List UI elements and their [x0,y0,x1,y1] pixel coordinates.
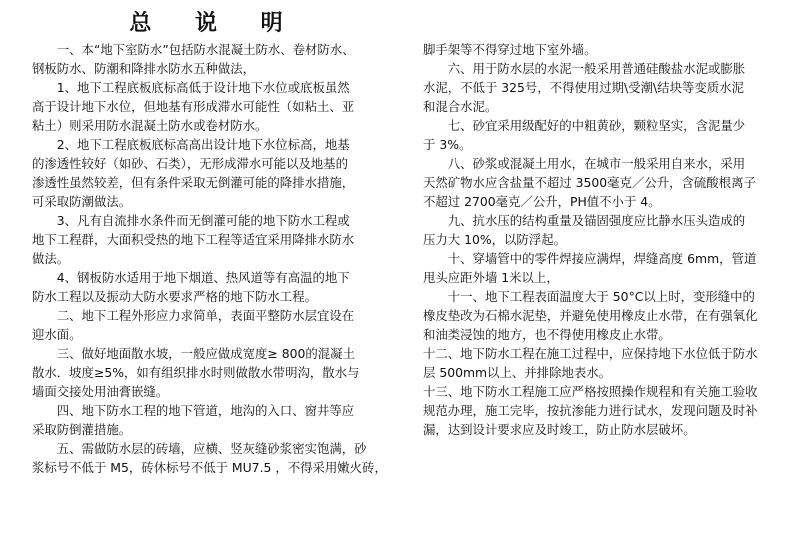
text-line: 三、做好地面散水坡，一般应做成宽度≥ 800的混凝土 [32,346,355,361]
text-line: 墙面交接处用油膏嵌缝。 [32,384,169,399]
text-line: 九、抗水压的结构重量及锚固强度应比静水压头造成的 [423,213,746,228]
text-line: 散水．坡度≥5%，如有组织排水时则做散水带明沟，散水与 [32,365,360,380]
text-line: 层 500mm以上、并排除地表水。 [423,365,612,380]
text-line: 迎水面。 [32,327,82,342]
text-line: 七、砂宜采用级配好的中粗黄砂，颗粒坚实，含泥量少 [423,118,746,133]
text-line: 粘土）则采用防水混凝土防水或卷材防水。 [32,118,268,133]
text-line: 橡皮垫改为石棉水泥垫，并避免使用橡皮止水带，在有强氧化 [423,308,758,323]
text-line: 不超过 2700毫克／公升，PH值不小于 4。 [423,194,661,209]
text-line: 和混合水泥。 [423,99,498,114]
right-text-column [423,40,780,439]
text-line: 1、地下工程底板底标高低于设计地下水位或底板虽然 [32,80,350,95]
text-line: 一、本“地下室防水”包括防水混凝土防水、卷材防水、 [32,42,355,57]
text-line: 天然矿物水应含盐量不超过 3500毫克／公升，含硫酸根离子 [423,175,756,190]
text-line: 钢板防水、防潮和降排水防水五种做法， [32,61,256,76]
text-line: 脚手架等不得穿过地下室外墙。 [423,42,597,57]
text-line: 规范办理，施工完毕，按抗渗能力进行试水，发现问题及时补 [423,403,758,418]
text-line: 防水工程以及振动大防水要求严格的地下防水工程。 [32,289,317,304]
text-line: 二、地下工程外形应力求简单，表面平整防水层宜设在 [32,308,355,323]
text-line: 和油类浸蚀的地方，也不得使用橡皮止水带。 [423,327,671,342]
text-line: 地下工程群，大面积受热的地下工程等适宜采用降排水防水 [32,232,355,247]
text-line: 做法。 [32,251,70,266]
text-line: 高于设计地下水位，但地基有形成滞水可能性（如粘土、亚 [32,99,355,114]
text-line: 2、地下工程底板底标高高出设计地下水位标高，地基 [32,137,350,152]
text-line: 浆标号不低于 M5，砖休标号不低于 MU7.5 ，不得采用嫩火砖， [32,460,387,475]
text-line: 甩头应距外墙 1米以上， [423,270,559,285]
text-line: 采取防倒灌措施。 [32,422,132,437]
text-line: 十二、地下防水工程在施工过程中，应保持地下水位低于防水 [423,346,758,361]
text-line: 3、凡有自流排水条件而无倒灌可能的地下防水工程或 [32,213,350,228]
text-line: 五、需做防水层的砖墙，应横、竖灰缝砂浆密实饱满，砂 [32,441,367,456]
text-line: 四、地下防水工程的地下管道，地沟的入口、窗井等应 [32,403,355,418]
text-line: 六、用于防水层的水泥一般采用普通硅酸盐水泥或膨胀 [423,61,746,76]
document-title: 总 说 明 [129,11,301,36]
text-line: 4、钢板防水适用于地下烟道、热风道等有高温的地下 [32,270,350,285]
text-line: 渗透性虽然较差，但有条件采取无倒灌可能的降排水措施， [32,175,355,190]
text-line: 十三、地下防水工程施工应严格按照操作规程和有关施工验收 [423,384,758,399]
text-line: 的渗透性较好（如砂、石类），无形成滞水可能以及地基的 [32,156,348,171]
text-line: 八、砂浆或混凝土用水，在城市一般采用自来水，采用 [423,156,746,171]
text-line: 于 3%。 [423,137,472,152]
text-line: 水泥，不低于 325号，不得使用过期\受潮\结块等变质水泥 [423,80,744,95]
text-line: 十、穿墙管中的零件焊接应满焊，焊缝高度 6mm，管道 [423,251,757,266]
left-text-column [32,40,414,477]
text-line: 可采取防潮做法。 [32,194,132,209]
text-line: 十一、地下工程表面温度大于 50°C以上时，变形缝中的 [423,289,755,304]
text-line: 漏，达到设计要求应及时竣工，防止防水层破坏。 [423,422,696,437]
text-line: 压力大 10%，以防浮起。 [423,232,566,247]
